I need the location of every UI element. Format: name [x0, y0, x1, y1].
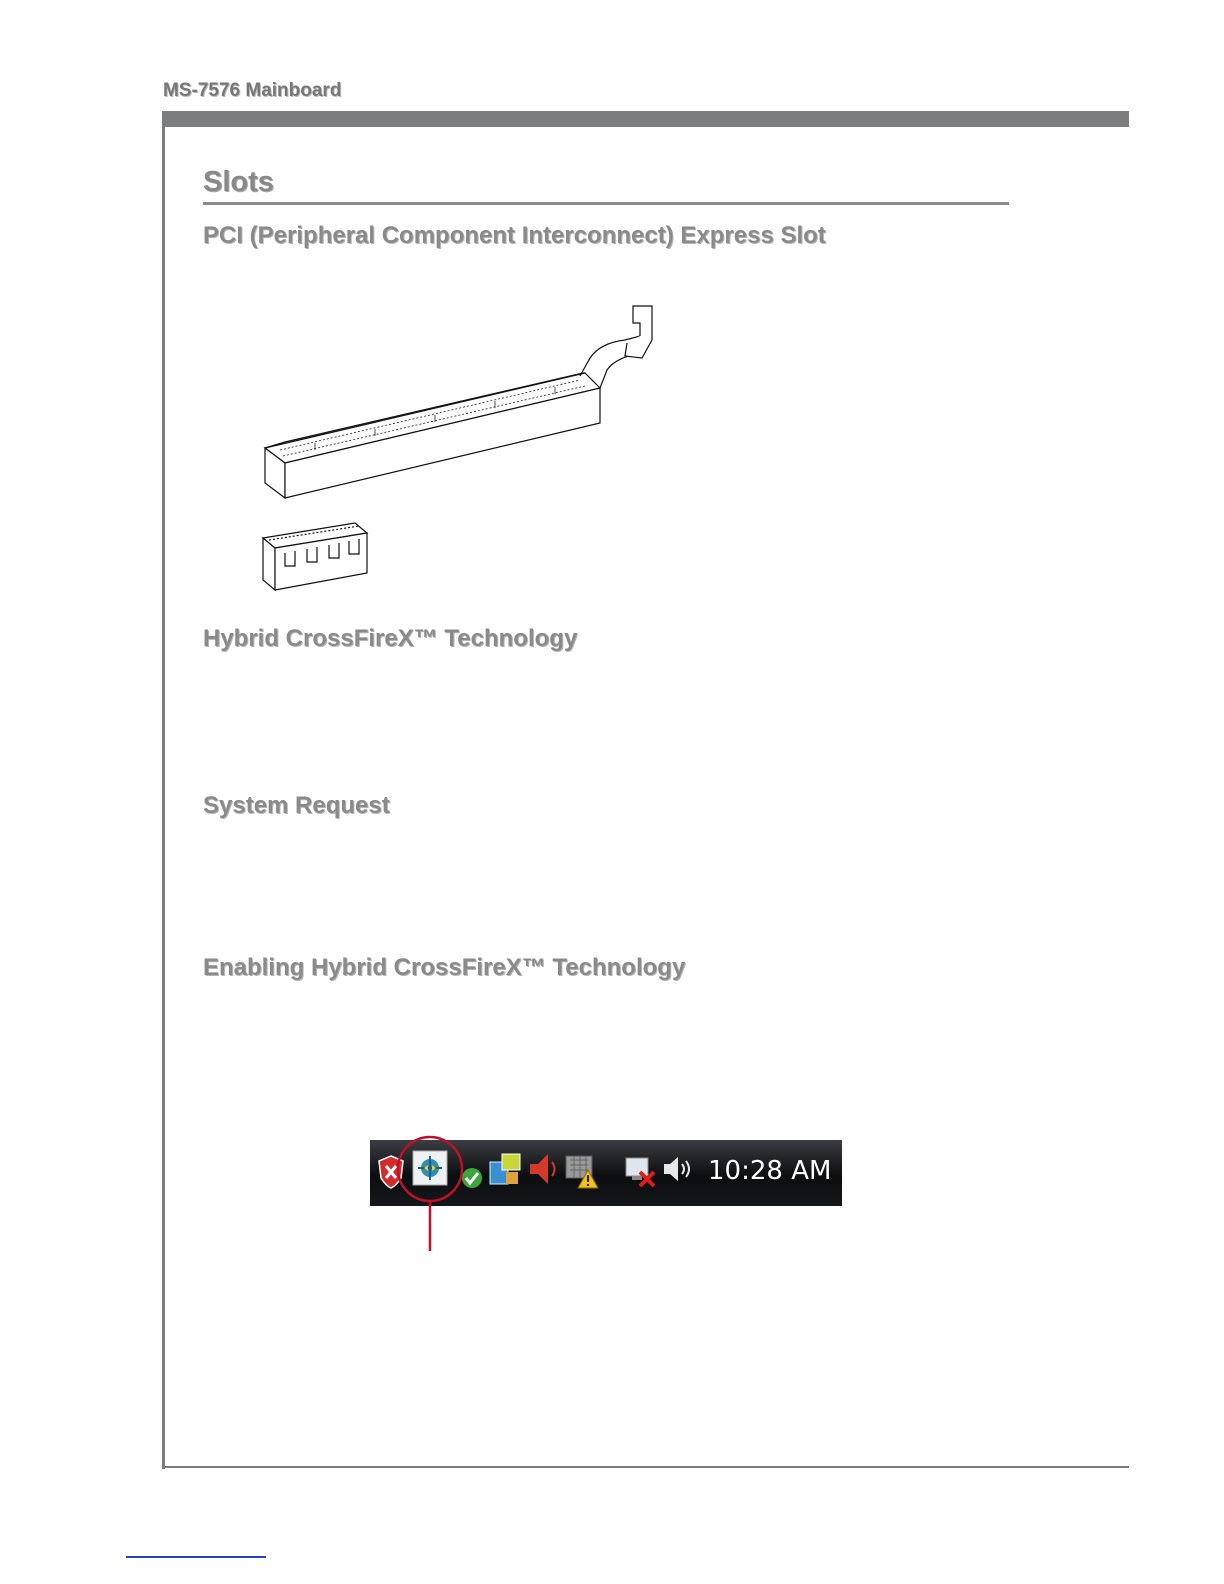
- speaker-icon[interactable]: [662, 1154, 696, 1184]
- bottom-rule: [162, 1466, 1129, 1468]
- left-margin-rule: [162, 111, 165, 1469]
- section-title-rule: [203, 202, 1009, 205]
- footer-underline: [126, 1556, 266, 1558]
- heading-hybrid-crossfirex: Hybrid CrossFireX™ Technology: [203, 625, 578, 652]
- calendar-warning-icon[interactable]: [564, 1150, 602, 1190]
- network-disconnected-icon[interactable]: [622, 1152, 658, 1190]
- volume-muted-icon[interactable]: [526, 1150, 562, 1188]
- header-bar: [163, 111, 1129, 127]
- heading-system-request: System Request: [203, 792, 390, 819]
- pcie-x16-slot: [265, 306, 652, 498]
- section-title: Slots: [203, 166, 274, 198]
- pcie-x1-slot: [263, 523, 367, 590]
- heading-pci-express: PCI (Peripheral Component Interconnect) Express Slot: [203, 222, 826, 249]
- pcie-slot-illustration: [255, 298, 675, 598]
- network-app-icon[interactable]: [488, 1152, 522, 1188]
- catalyst-icon-callout: [390, 1133, 470, 1258]
- heading-enabling-hybrid-crossfirex: Enabling Hybrid CrossFireX™ Technology: [203, 954, 686, 981]
- page-header: MS-7576 Mainboard: [163, 80, 342, 101]
- tray-clock[interactable]: 10:28 AM: [708, 1156, 832, 1186]
